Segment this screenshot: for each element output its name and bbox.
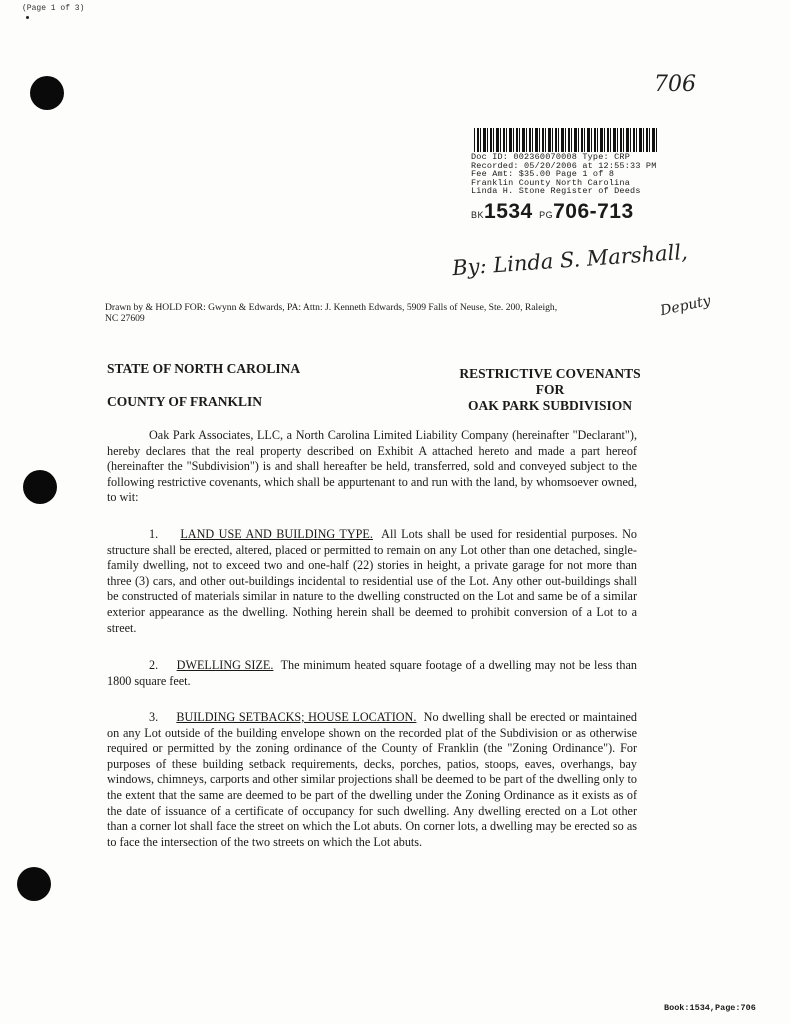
handwritten-page-number: 706 (654, 72, 696, 97)
punch-hole-bottom (17, 867, 51, 901)
book-number: 1534 (484, 200, 533, 223)
pg-prefix: PG (539, 210, 554, 220)
section-3-number: 3. (149, 710, 159, 724)
punch-hole-top (30, 76, 64, 110)
recording-stamp (471, 153, 686, 196)
book-page-stamp (471, 200, 634, 224)
recording-date: Recorded: 05/20/2006 at 12:55:33 PM (471, 160, 657, 171)
page-indicator: (Page 1 of 3) (22, 4, 85, 13)
drawn-by (105, 302, 650, 324)
title-line-1: RESTRICTIVE COVENANTS (459, 366, 641, 381)
county-heading: COUNTY OF FRANKLIN (107, 394, 262, 409)
intro-paragraph (107, 428, 637, 506)
drawn-by-line-2: NC 27609 (105, 313, 145, 324)
intro-text: Oak Park Associates, LLC, a North Carolina Limited Liability Company (hereinafter "Declarant"), hereby declares that the real property described on Exhibit A attached hereto and made a part hereof (hereinafter the "Subdivision") is and shall hereafter be held, transferred, sold and conveyed subject to the following restrictive covenants, which shall be appurtenant to and run with the land, by whomsoever owned, to wit: (107, 428, 637, 505)
section-1-title: LAND USE AND BUILDING TYPE. (180, 527, 373, 541)
title-line-3: OAK PARK SUBDIVISION (467, 398, 633, 413)
footer-book-page: Book:1534,Page:706 (664, 1003, 756, 1013)
recording-register: Linda H. Stone Register of Deeds (471, 186, 641, 197)
document-title (445, 366, 655, 414)
handwritten-signature: By: Linda S. Marshall, (451, 239, 689, 281)
punch-hole-middle (23, 470, 57, 504)
recording-doc-id: Doc ID: 002360070008 Type: CRP (471, 152, 631, 162)
section-2-body: The minimum heated square footage of a dwelling may not be less than 1800 square feet. (107, 658, 638, 688)
section-2-number: 2. (149, 658, 159, 672)
section-3-title: BUILDING SETBACKS; HOUSE LOCATION. (176, 710, 417, 724)
title-line-2: FOR (535, 382, 565, 397)
page-range: 706-713 (553, 200, 634, 223)
handwritten-deputy: Deputy (658, 292, 713, 320)
barcode (474, 128, 659, 152)
section-3 (107, 710, 637, 850)
section-1 (107, 527, 637, 636)
recording-fee: Fee Amt: $35.00 Page 1 of 8 (471, 169, 615, 180)
state-heading: STATE OF NORTH CAROLINA (107, 361, 301, 376)
section-1-number: 1. (149, 527, 159, 541)
section-2 (107, 658, 637, 689)
bk-prefix: BK (471, 210, 485, 220)
section-1-body: All Lots shall be used for residential purposes. No structure shall be erected, altered, placed or permitted to remain on any Lot other than one detached, single-family dwelling, not to exceed two and one-half (22) stories in height, a private garage for not more than three (3) cars, and other out-buildings incidental to residential use of the Lot. Any other out-buildings shall be constructed of materials similar in nature to the dwelling constructed on the Lot and same be of a similar exterior appearance as the dwelling. Nothing herein shall be deemed to prohibit conversion of a Lot to a street. (107, 527, 638, 635)
section-3-body: No dwelling shall be erected or maintained on any Lot outside of the building envelope shown on the recorded plat of the Subdivision or as otherwise required or permitted by the zoning ordinance of the County of Franklin (the "Zoning Ordinance"). For purposes of these building setback requirements, decks, porches, patios, stoops, eaves, overhangs, bay windows, chimneys, carports and other similar projections shall be deemed to be part of the dwelling only to the extent that the same are deemed to be part of the dwelling under the Zoning Ordinance as it exists as of the date of issuance of a certificate of occupancy for such dwelling. Any dwelling erected on a Lot other than a corner lot shall face the street on which the Lot abuts. On corner lots, a dwelling may be erected so as to face the intersection of the two streets on which the Lot abuts. (107, 710, 638, 849)
drawn-by-line-1: Drawn by & HOLD FOR: Gwynn & Edwards, PA: Attn: J. Kenneth Edwards, 5909 Falls of Neuse, Ste. 200, Raleigh, (105, 302, 558, 313)
scan-speck (26, 16, 29, 19)
section-2-title: DWELLING SIZE. (176, 658, 274, 672)
recording-county: Franklin County North Carolina (471, 177, 631, 188)
